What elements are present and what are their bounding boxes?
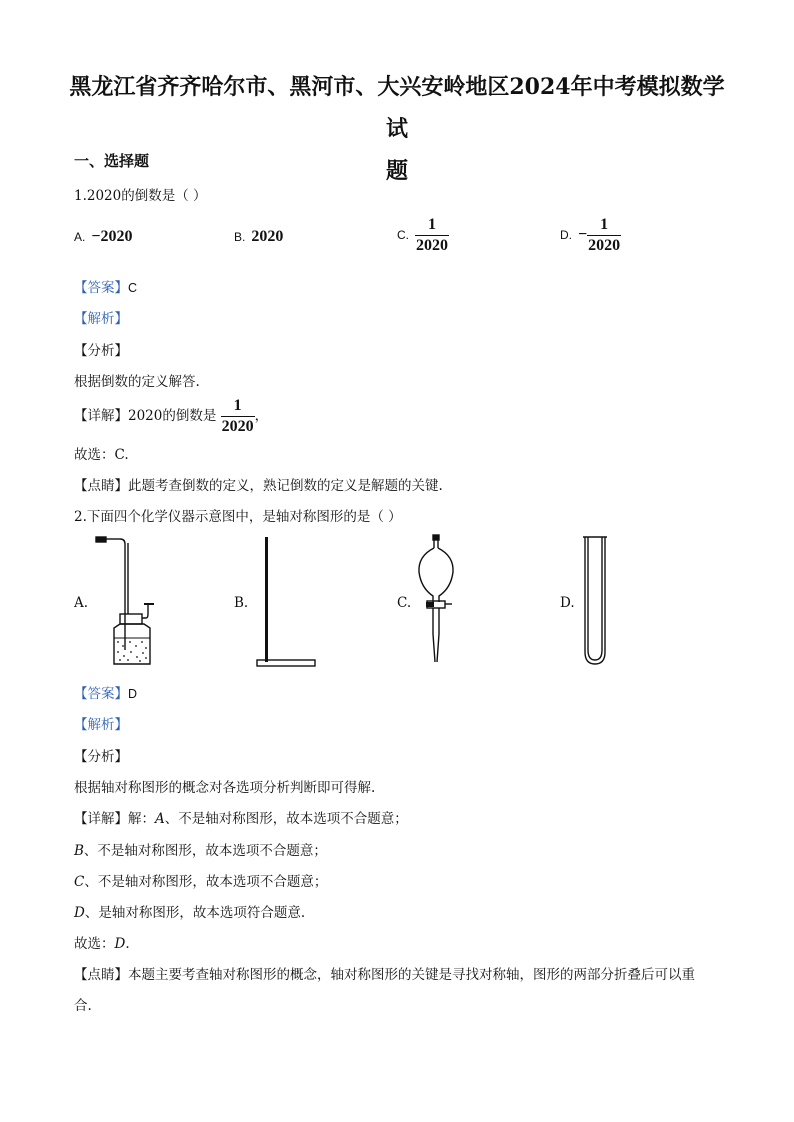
section-heading: 一、选择题 [74,152,150,170]
q2-detail-a [74,807,408,827]
q2-detail-d [74,901,305,921]
detail-tag: 【详解】 [74,811,128,827]
gas-washing-bottle-figure[interactable] [94,534,160,670]
detail-fraction [221,397,255,436]
q2-fenxi-tag: 【分析】 [74,749,128,765]
q1-fenxi-text: 根据倒数的定义解答. [74,374,200,390]
title-line-2: 题 [385,158,408,184]
numerator: 1 [600,216,609,233]
text: 、不是轴对称图形，故本选项不合题意； [84,874,328,890]
q2-label-a: A. [74,595,89,611]
title-line-1: 黑龙江省齐齐哈尔市、黑河市、大兴安岭地区2024年中考模拟数学试 [69,74,725,142]
q1-fenxi-tag: 【分析】 [74,343,128,359]
option-letter: D. [560,228,572,242]
letter: A [155,811,165,827]
detail-prefix: 解： [128,811,155,827]
q2-analysis-tag: 【解析】 [74,717,128,733]
choose-prefix: 故选： [74,936,115,952]
q2-detail-c [74,870,327,890]
separatory-funnel-figure[interactable] [414,534,464,670]
letter: C [74,874,85,890]
answer-value: D [128,687,138,701]
q1-answer [74,276,137,296]
q2-choose [74,932,130,952]
answer-tag: 【答案】 [74,686,128,702]
dianjing-text: 此题考查倒数的定义，熟记倒数的定义是解题的关键. [128,478,443,494]
fraction [587,216,621,255]
q1-choose: 故选：C. [74,447,129,463]
q1-option-b[interactable] [234,228,283,246]
q1-stem: 1.2020的倒数是（ ） [74,188,207,204]
choose-suffix: . [125,936,130,952]
detail-tail: ， [254,408,269,424]
detail-tag: 【详解】 [74,408,128,424]
option-value: −2020 [91,228,133,245]
dianjing-text: 本题主要考查轴对称图形的概念，轴对称图形的关键是寻找对称轴，图形的两部分折叠后可以重 [128,967,695,983]
dianjing-tag: 【点睛】 [74,967,128,983]
iron-stand-figure[interactable] [252,534,318,670]
numerator: 1 [428,216,436,233]
q2-detail-b [74,839,327,859]
denominator: 2020 [221,418,254,435]
q2-fenxi-text: 根据轴对称图形的概念对各选项分析判断即可得解. [74,780,376,796]
fraction-bar [415,235,449,236]
denominator: 2020 [588,237,621,254]
option-letter: C. [397,228,409,242]
text: 、是轴对称图形，故本选项符合题意. [84,905,306,921]
denominator: 2020 [416,237,448,254]
q2-dianjing-cont: 合. [74,998,92,1014]
q1-detail [74,394,268,438]
q1-analysis-tag: 【解析】 [74,311,128,327]
q2-dianjing [74,963,695,983]
answer-value: C [128,281,138,295]
text: 、不是轴对称图形，故本选项不合题意； [164,811,408,827]
numerator: 1 [233,397,242,414]
fraction-bar [221,416,255,417]
option-letter: A. [74,230,86,244]
q2-label-b: B. [234,595,249,611]
q2-label-d: D. [560,595,575,611]
minus-sign: − [578,226,588,243]
q1-option-c[interactable] [397,216,449,255]
q1-dianjing [74,474,443,494]
q2-label-c: C. [397,595,412,611]
q1-option-a[interactable] [74,228,132,246]
q2-stem: 2.下面四个化学仪器示意图中，是轴对称图形的是（ ） [74,509,402,525]
test-tube-figure[interactable] [578,534,612,670]
dianjing-tag: 【点睛】 [74,478,128,494]
option-letter: B. [234,230,246,244]
detail-text: 2020的倒数是 [128,408,217,424]
text: 、不是轴对称图形，故本选项不合题意； [83,843,327,859]
q1-option-d[interactable] [560,216,621,255]
option-value: 2020 [251,228,284,245]
choose-letter: D [114,936,126,952]
document-title [60,66,734,192]
fraction [415,216,449,255]
q2-answer [74,682,137,702]
answer-tag: 【答案】 [74,280,128,296]
fraction-bar [587,235,621,236]
letter: B [74,843,84,859]
letter: D [74,905,85,921]
